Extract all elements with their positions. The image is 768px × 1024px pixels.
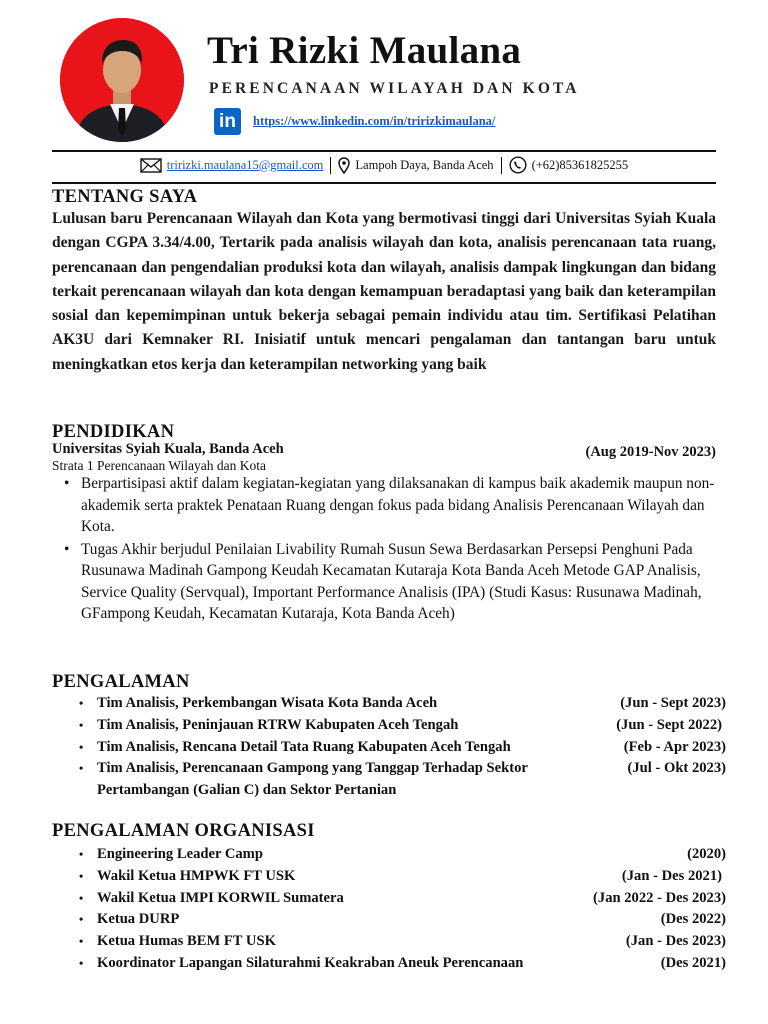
experience-role: • Tim Analisis, Perencanaan Gampong yang Tanggap Terhadap Sektor Pertambangan (Galian C) dan Sektor Pertanian — [97, 760, 528, 799]
organization-period: (Jan - Des 2021) — [621, 867, 722, 884]
phone-text: (+62)85361825255 — [531, 157, 629, 172]
organization-role: • Koordinator Lapangan Silaturahmi Keakraban Aneuk Perencanaan — [97, 954, 524, 971]
experience-role: • Tim Analisis, Rencana Detail Tata Ruang Kabupaten Aceh Tengah — [97, 738, 511, 755]
mail-icon — [140, 158, 162, 173]
location-pin-icon — [338, 157, 350, 174]
education-institution: Universitas Syiah Kuala, Banda Aceh — [52, 441, 284, 457]
experience-period: (Feb - Apr 2023) — [623, 738, 726, 755]
experience-period: (Jul - Okt 2023) — [627, 760, 726, 777]
organization-period: (Des 2022) — [660, 911, 726, 928]
experience-role: • Tim Analisis, Peninjauan RTRW Kabupaten Aceh Tengah — [97, 716, 459, 733]
organization-list — [76, 844, 726, 975]
contact-email — [140, 158, 324, 173]
section-title-organization: PENGALAMAN ORGANISASI — [52, 821, 315, 841]
contact-bar — [0, 156, 768, 174]
section-title-about: TENTANG SAYA — [52, 187, 198, 207]
contact-separator — [501, 157, 502, 174]
experience-list — [76, 693, 726, 802]
education-degree: Strata 1 Perencanaan Wilayah dan Kota — [52, 458, 266, 473]
list-item — [76, 844, 726, 866]
location-text: Lampoh Daya, Banda Aceh — [355, 157, 494, 172]
about-paragraph: Lulusan baru Perencanaan Wilayah dan Kota yang bermotivasi tinggi dari Universitas Syiah Kuala dengan CGPA 3.34/4.00, Tertarik pada analisis wilayah dan kota, analisis perencanaan tata ruang, perencanaan dan pengendalian produksi kota dan wilayah, analisis dampak lingkungan dan bidang terkait perencanaan wilayah dan kota dengan kemampuan beradaptasi yang baik dan keterampilan sosial dan kepemimpinan untuk bekerja sebagai pemain individu atau tim. Sertifikasi Pelatihan AK3U dari Kemnaker RI. Inisiatif untuk mencari pengalaman dan tantangan baru untuk meningkatkan etos kerja dan keterampilan networking yang baik — [52, 210, 716, 373]
organization-role: • Wakil Ketua HMPWK FT USK — [97, 867, 296, 884]
candidate-field: PERENCANAAN WILAYAH DAN KOTA — [209, 80, 580, 97]
linkedin-icon[interactable]: in — [214, 108, 241, 135]
contact-location — [338, 157, 493, 174]
list-item: • Berpartisipasi aktif dalam kegiatan-kegiatan yang dilaksanakan di kampus baik akademik maupun non-akademik serta praktek Penataan Ruang dengan fokus pada bidang Analisis Perencanaan Wilayah dan Kota. — [62, 473, 716, 538]
candidate-name: Tri Rizki Maulana — [207, 29, 522, 72]
experience-period: (Jun - Sept 2023) — [620, 695, 726, 711]
profile-photo-illustration — [60, 18, 184, 142]
phone-icon — [509, 156, 527, 174]
list-item — [76, 693, 726, 715]
linkedin-row — [214, 108, 495, 135]
list-item — [76, 737, 726, 759]
organization-period: (Jan - Des 2023) — [625, 933, 726, 950]
organization-role: • Ketua DURP — [97, 911, 180, 928]
list-item — [76, 866, 726, 888]
profile-photo — [60, 18, 184, 142]
organization-role: • Wakil Ketua IMPI KORWIL Sumatera — [97, 889, 344, 906]
linkedin-link[interactable]: https://www.linkedin.com/in/tririzkimaulana/ — [253, 114, 496, 128]
organization-role: • Engineering Leader Camp — [97, 846, 263, 862]
list-item — [76, 758, 726, 802]
experience-role: • Tim Analisis, Perkembangan Wisata Kota Banda Aceh — [97, 695, 438, 711]
section-title-experience: PENGALAMAN — [52, 672, 190, 692]
contact-separator — [330, 157, 331, 174]
list-item: • Tugas Akhir berjudul Penilaian Livability Rumah Susun Sewa Berdasarkan Persepsi Penghuni Pada Rusunawa Madinah Gampong Keudah Kecamatan Kutaraja Kota Banda Aceh Metode GAP Analisis, Service Quality (Servqual), Important Performance Analisis (IPA) (Studi Kasus: Rusunawa Madinah, GFampong Keudah, Kecamatan Kutaraja, Kota Banda Aceh) — [62, 539, 716, 625]
education-period: (Aug 2019-Nov 2023) — [585, 444, 716, 460]
education-list — [62, 473, 716, 626]
contact-phone — [509, 156, 629, 174]
list-item — [76, 715, 726, 737]
organization-role: • Ketua Humas BEM FT USK — [97, 933, 276, 950]
section-title-education: PENDIDIKAN — [52, 422, 175, 442]
list-item — [76, 931, 726, 953]
list-item — [76, 953, 726, 975]
list-item — [76, 909, 726, 931]
organization-period: (Des 2021) — [660, 954, 726, 971]
email-link[interactable]: tririzki.maulana15@gmail.com — [166, 157, 324, 172]
list-item — [76, 888, 726, 910]
education-header — [52, 441, 716, 458]
experience-period: (Jun - Sept 2022) — [616, 716, 722, 733]
organization-period: (Jan 2022 - Des 2023) — [593, 889, 726, 906]
contact-bottom-rule — [52, 182, 716, 184]
contact-top-rule — [52, 150, 716, 152]
organization-period: (2020) — [687, 846, 726, 862]
